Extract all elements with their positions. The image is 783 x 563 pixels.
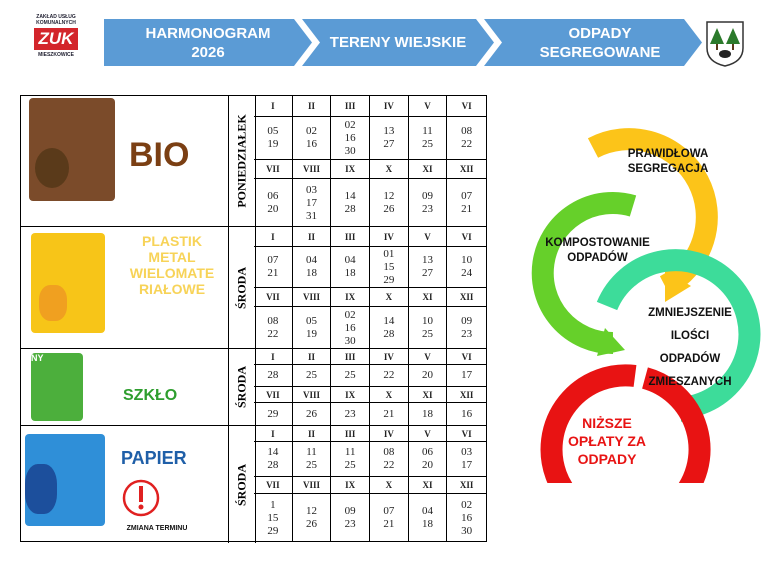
section-bio — [21, 96, 486, 227]
plastik-grid — [254, 227, 486, 348]
logo-mark: ZUK — [34, 28, 78, 50]
month-header: X — [370, 160, 409, 179]
month-header: VII — [254, 387, 293, 403]
warning-icon — [121, 478, 161, 518]
papier-bin-icon — [25, 434, 105, 526]
month-header: VI — [447, 349, 486, 365]
pickup-dates: 05 19 — [254, 117, 293, 160]
pickup-dates: 04 18 — [409, 494, 448, 542]
pickup-dates: 04 18 — [293, 247, 332, 288]
pickup-dates: 07 21 — [254, 247, 293, 288]
banner-tereny-label: TERENY WIEJSKIE — [329, 34, 467, 51]
banner-odpady — [484, 19, 702, 66]
pickup-dates: 02 16 30 — [331, 307, 370, 349]
pickup-dates: 08 22 — [447, 117, 486, 160]
crest-icon — [705, 20, 745, 68]
month-header: XI — [409, 477, 448, 494]
szklo-day — [228, 349, 256, 425]
month-header: V — [409, 349, 448, 365]
szklo-bin-label: NY — [31, 353, 44, 363]
szklo-day-label: ŚRODA — [234, 365, 249, 409]
pickup-dates: 11 25 — [293, 442, 332, 477]
month-header: X — [370, 387, 409, 403]
pickup-dates: 29 — [254, 403, 293, 426]
pickup-dates: 25 — [331, 365, 370, 387]
pickup-dates: 08 22 — [370, 442, 409, 477]
pickup-dates: 18 — [409, 403, 448, 426]
month-header: IV — [370, 426, 409, 442]
month-header: I — [254, 426, 293, 442]
bio-grid — [254, 96, 486, 226]
month-header: XII — [447, 387, 486, 403]
month-header: IX — [331, 387, 370, 403]
pickup-dates: 11 25 — [409, 117, 448, 160]
papier-day-label: ŚRODA — [234, 463, 249, 506]
month-header: VII — [254, 288, 293, 307]
month-header: VIII — [293, 160, 332, 179]
pickup-dates: 03 17 31 — [293, 179, 332, 227]
pickup-dates: 16 — [461, 408, 473, 420]
plastik-bin-icon — [31, 233, 105, 333]
pickup-dates: 10 24 — [447, 247, 486, 288]
month-header: VIII — [293, 477, 332, 494]
logo-top-text: ZAKŁAD USŁUG KOMUNALNYCH — [36, 14, 76, 26]
pickup-dates: 14 28 — [331, 179, 370, 227]
papier-day — [228, 426, 256, 543]
month-header: VII — [254, 160, 293, 179]
pickup-dates: 14 28 — [370, 307, 409, 349]
month-header: III — [331, 227, 370, 247]
banner-harmonogram — [104, 19, 312, 66]
pickup-dates: 02 16 — [293, 117, 332, 160]
month-header: VIII — [293, 288, 332, 307]
month-header: XII — [447, 288, 486, 307]
banner-tereny — [302, 19, 494, 66]
bio-day — [228, 96, 256, 226]
pickup-dates: 21 — [370, 403, 409, 426]
pickup-dates: 14 28 — [254, 442, 293, 477]
pickup-dates: 20 — [409, 365, 448, 387]
month-header: V — [409, 227, 448, 247]
pickup-dates: 02 16 30 — [331, 117, 370, 160]
pickup-dates: 03 17 — [447, 442, 486, 477]
pickup-dates: 06 20 — [409, 442, 448, 477]
pickup-dates: 28 — [254, 365, 293, 387]
pickup-dates: 07 21 — [461, 190, 473, 215]
bio-day-label: PONIEDZIAŁEK — [234, 114, 249, 208]
pickup-dates: 22 — [370, 365, 409, 387]
pickup-dates: 23 — [331, 403, 370, 426]
month-header: I — [254, 349, 293, 365]
pickup-dates: 09 23 — [461, 315, 473, 340]
month-header: XI — [409, 387, 448, 403]
papier-label: PAPIER — [121, 448, 187, 468]
month-header: IX — [331, 477, 370, 494]
banner-odpady-label: ODPADY SEGREGOWANE — [539, 24, 661, 61]
cycle-label-nizsze: NIŻSZE OPŁATY ZA ODPADY — [567, 415, 647, 467]
month-header: V — [409, 426, 448, 442]
pickup-dates: 25 — [293, 365, 332, 387]
month-header: VII — [254, 477, 293, 494]
month-header: II — [293, 227, 332, 247]
section-szklo — [21, 349, 486, 426]
pickup-dates: 05 19 — [293, 307, 332, 349]
pickup-dates: 09 23 — [331, 494, 370, 542]
month-header: X — [370, 288, 409, 307]
month-header: VI — [447, 227, 486, 247]
logo-bottom-text: MIESZKOWICE — [38, 52, 74, 58]
month-header: XI — [409, 160, 448, 179]
pickup-dates: 06 20 — [254, 179, 293, 227]
month-header: IX — [331, 160, 370, 179]
plastik-label: PLASTIK METAL WIELOMATE RIAŁOWE — [129, 233, 215, 297]
month-header: II — [293, 96, 332, 117]
schedule-table — [20, 95, 487, 542]
pickup-dates: 13 27 — [370, 117, 409, 160]
plastik-day — [228, 227, 256, 348]
cycle-label-segregacja: PRAWIDŁOWA SEGREGACJA — [627, 148, 709, 175]
month-header: IV — [370, 96, 409, 117]
pickup-dates: 07 21 — [370, 494, 409, 542]
month-header: I — [254, 96, 293, 117]
cycle-label-kompostowanie: KOMPOSTOWANIE ODPADÓW — [545, 237, 650, 264]
month-header: VIII — [293, 387, 332, 403]
pickup-dates: 11 25 — [331, 442, 370, 477]
bio-bin-icon — [29, 98, 115, 201]
month-header: VI — [447, 426, 486, 442]
month-header: II — [293, 426, 332, 442]
pickup-dates: 13 27 — [409, 247, 448, 288]
pickup-dates: 12 26 — [370, 179, 409, 227]
szklo-grid — [254, 349, 486, 425]
month-header: IV — [370, 227, 409, 247]
month-header: IV — [370, 349, 409, 365]
month-header: III — [331, 96, 370, 117]
zuk-logo — [30, 14, 82, 66]
pickup-dates: 10 25 — [409, 307, 448, 349]
month-header: II — [293, 349, 332, 365]
banner-harmonogram-label: HARMONOGRAM 2026 — [145, 24, 271, 61]
cycle-label-zmniejszenie: ZMNIEJSZENIE ILOŚCI ODPADÓW ZMIESZANYCH — [648, 307, 732, 388]
month-header: X — [370, 477, 409, 494]
szklo-label: SZKŁO — [123, 387, 178, 404]
pickup-dates: 04 18 — [331, 247, 370, 288]
month-header: IX — [331, 288, 370, 307]
pickup-dates: 12 26 — [293, 494, 332, 542]
section-papier — [21, 426, 486, 543]
szklo-bin-icon — [31, 353, 83, 421]
pickup-dates: 26 — [293, 403, 332, 426]
zmiana-terminu-note: ZMIANA TERMINU — [126, 525, 188, 532]
month-header: I — [254, 227, 293, 247]
pickup-dates: 02 16 30 — [461, 498, 473, 537]
pickup-dates: 1 15 29 — [254, 494, 293, 542]
month-header: VI — [447, 96, 486, 117]
section-plastik — [21, 227, 486, 349]
month-header: XII — [447, 477, 486, 494]
month-header: III — [331, 426, 370, 442]
month-header: XI — [409, 288, 448, 307]
pickup-dates: 17 — [447, 365, 486, 387]
pickup-dates: 01 15 29 — [370, 247, 409, 288]
bio-label: BIO — [129, 136, 190, 174]
plastik-day-label: ŚRODA — [234, 266, 249, 309]
month-header: III — [331, 349, 370, 365]
month-header: V — [409, 96, 448, 117]
papier-grid — [254, 426, 486, 543]
pickup-dates: 08 22 — [254, 307, 293, 349]
pickup-dates: 09 23 — [409, 179, 448, 227]
month-header: XII — [447, 160, 486, 179]
